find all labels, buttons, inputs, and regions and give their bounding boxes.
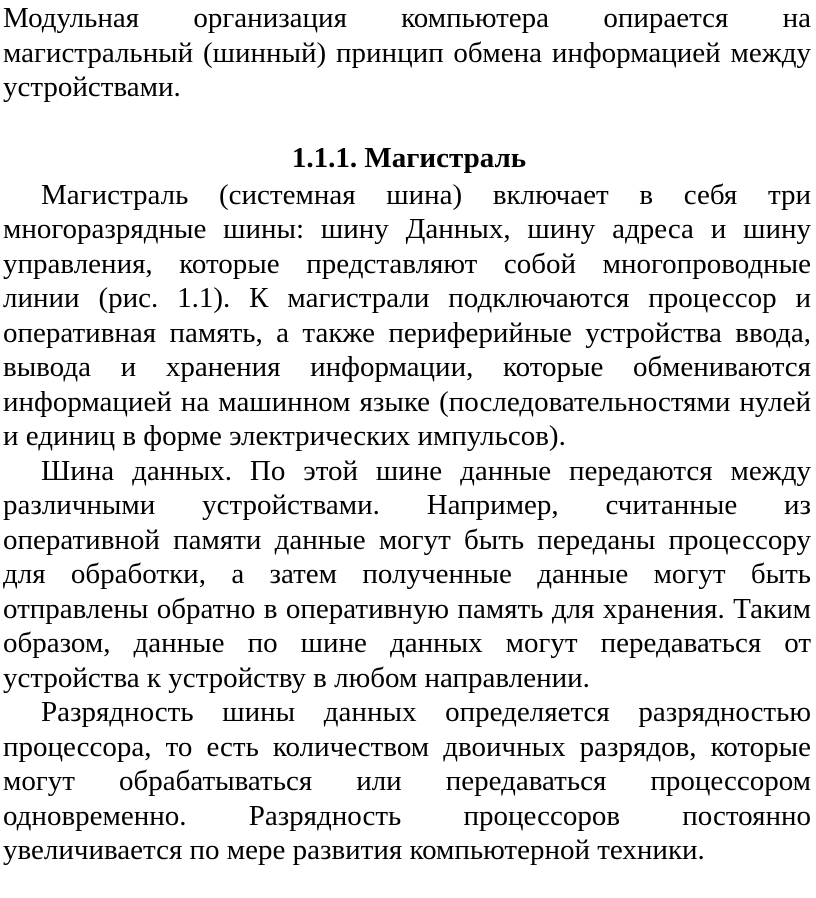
intro-paragraph: Модульная организация компьютера опирается на магистральный (шинный) принцип обмена информацией между устройствами. [3, 2, 811, 103]
paragraph-backbone: Магистраль (системная шина) включает в себя три многоразрядные шины: шину Данных, шину адреса и шину управления, которые представляют собой многопроводные линии (рис. 1.1). К магистрали подключаются процессор и оперативная память, а также периферийные устройства ввода, вывода и хранения информации, которые обмениваются информацией на машинном языке (последовательностями нулей и единиц в форме электрических импульсов). [3, 178, 811, 452]
paragraph-bus-width: Разрядность шины данных определяется разрядностью процессора, то есть количеством двоичных разрядов, которые могут обрабатываться или передаваться процессором одновременно. Разрядность процессоров постоянно увеличивается по мере развития компьютерной техники. [3, 696, 811, 866]
section-heading: 1.1.1. Магистраль [291, 141, 527, 174]
paragraph-data-bus: Шина данных. По этой шине данные передаются между различными устройствами. Например, считанные из оперативной памяти данные могут быть переданы процессору для обработки, а затем полученные данные могут быть отправлены обратно в оперативную память для хранения. Таким образом, данные по шине данных могут передаваться от устройства к устройству в любом направлении. [3, 454, 811, 694]
document-page [3, 0, 811, 868]
